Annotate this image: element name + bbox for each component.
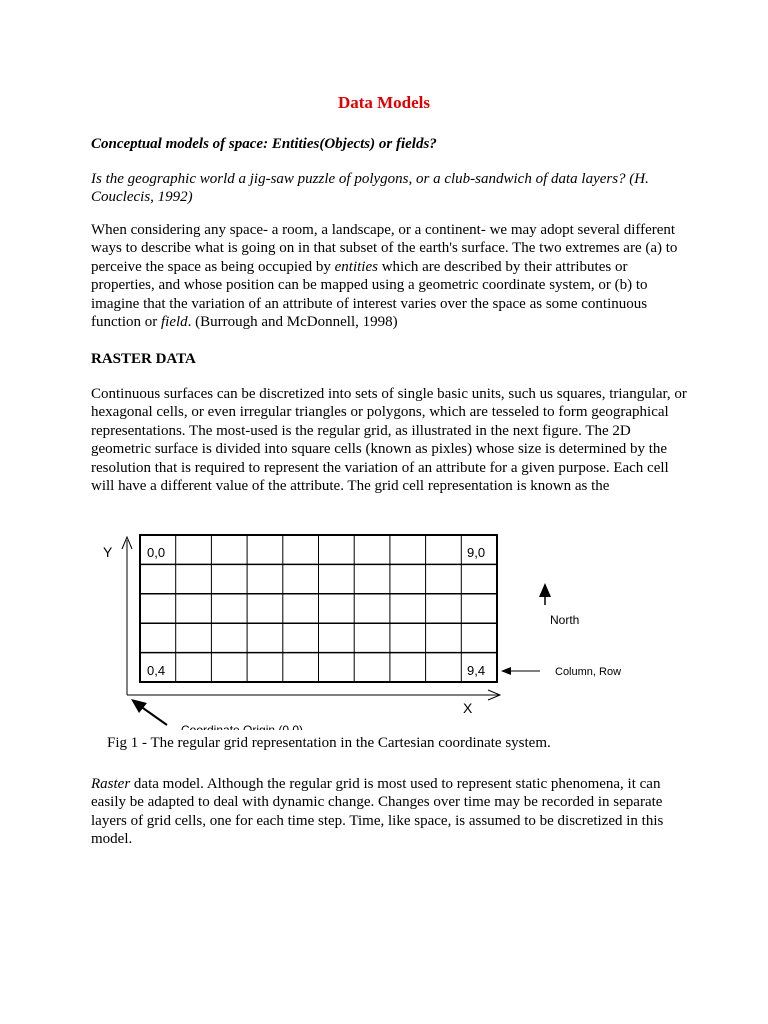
cell-label-top-left: 0,0 <box>147 545 166 560</box>
north-arrow-icon <box>539 583 551 597</box>
intro-emphasis-field: field <box>160 314 188 331</box>
intro-text-2: which are described by their attributes or properties, and whose position can be mapped using a geometric coordinate system, or (b) to imagine that the variation of an attribute of interest varies over the space as some continuous function or <box>91 258 648 331</box>
intro-text-3: . (Burrough and McDonnell, 1998) <box>187 314 398 331</box>
figure-caption: Fig 1 - The regular grid representation in the Cartesian coordinate system. <box>107 735 551 751</box>
x-axis-label: X <box>463 700 473 716</box>
grid-figure <box>95 525 655 730</box>
raster-heading: RASTER DATA <box>91 351 196 367</box>
grid-lines <box>140 535 497 682</box>
intro-paragraph <box>91 221 691 331</box>
cell-label-top-right: 9,0 <box>467 545 486 560</box>
y-axis-label: Y <box>103 544 113 560</box>
raster-model-text: data model. Although the regular grid is most used to represent static phenomena, it can easily be adapted to deal with dynamic change. Changes over time may be recorded in separate layers of grid cells, one for each time step. Time, like space, is assumed to be discretized in this model. <box>91 776 664 848</box>
intro-emphasis-entities: entities <box>334 258 378 275</box>
cell-label-bottom-right: 9,4 <box>467 663 486 678</box>
grid-diagram <box>95 525 655 730</box>
cell-label-bottom-left: 0,4 <box>147 663 166 678</box>
north-label: North <box>550 613 580 627</box>
column-row-arrowhead <box>501 667 511 675</box>
origin-arrowhead <box>131 699 147 713</box>
quote-paragraph: Is the geographic world a jig-saw puzzle of polygons, or a club-sandwich of data layers? (H. Couclecis, 1992) <box>91 171 649 206</box>
origin-label: Coordinate Origin (0,0) <box>181 723 304 730</box>
raster-model-paragraph <box>91 775 691 849</box>
column-row-label: Column, Row <box>555 666 622 678</box>
section-subtitle: Conceptual models of space: Entities(Objects) or fields? <box>91 136 437 152</box>
page-title: Data Models <box>337 93 431 112</box>
raster-paragraph: Continuous surfaces can be discretized into sets of single basic units, such us squares, triangular, or hexagonal cells, or even irregular triangles or polygons, which are tesseled to form geographical representations. The most-used is the regular grid, as illustrated in the next figure. The 2D geometric surface is divided into square cells (known as pixles) whose size is determined by the resolution that is required to represent the variation of an attribute for a given purpose. Each cell will have a different value of the attribute. The grid cell representation is known as the <box>91 386 687 495</box>
intro-text-1: When considering any space- a room, a landscape, or a continent- we may adopt several different ways to describe what is going on in that subset of the earth's surface. The two extremes are (a) to perceive the space as being occupied by <box>91 222 678 275</box>
raster-model-emphasis: Raster <box>91 776 131 792</box>
